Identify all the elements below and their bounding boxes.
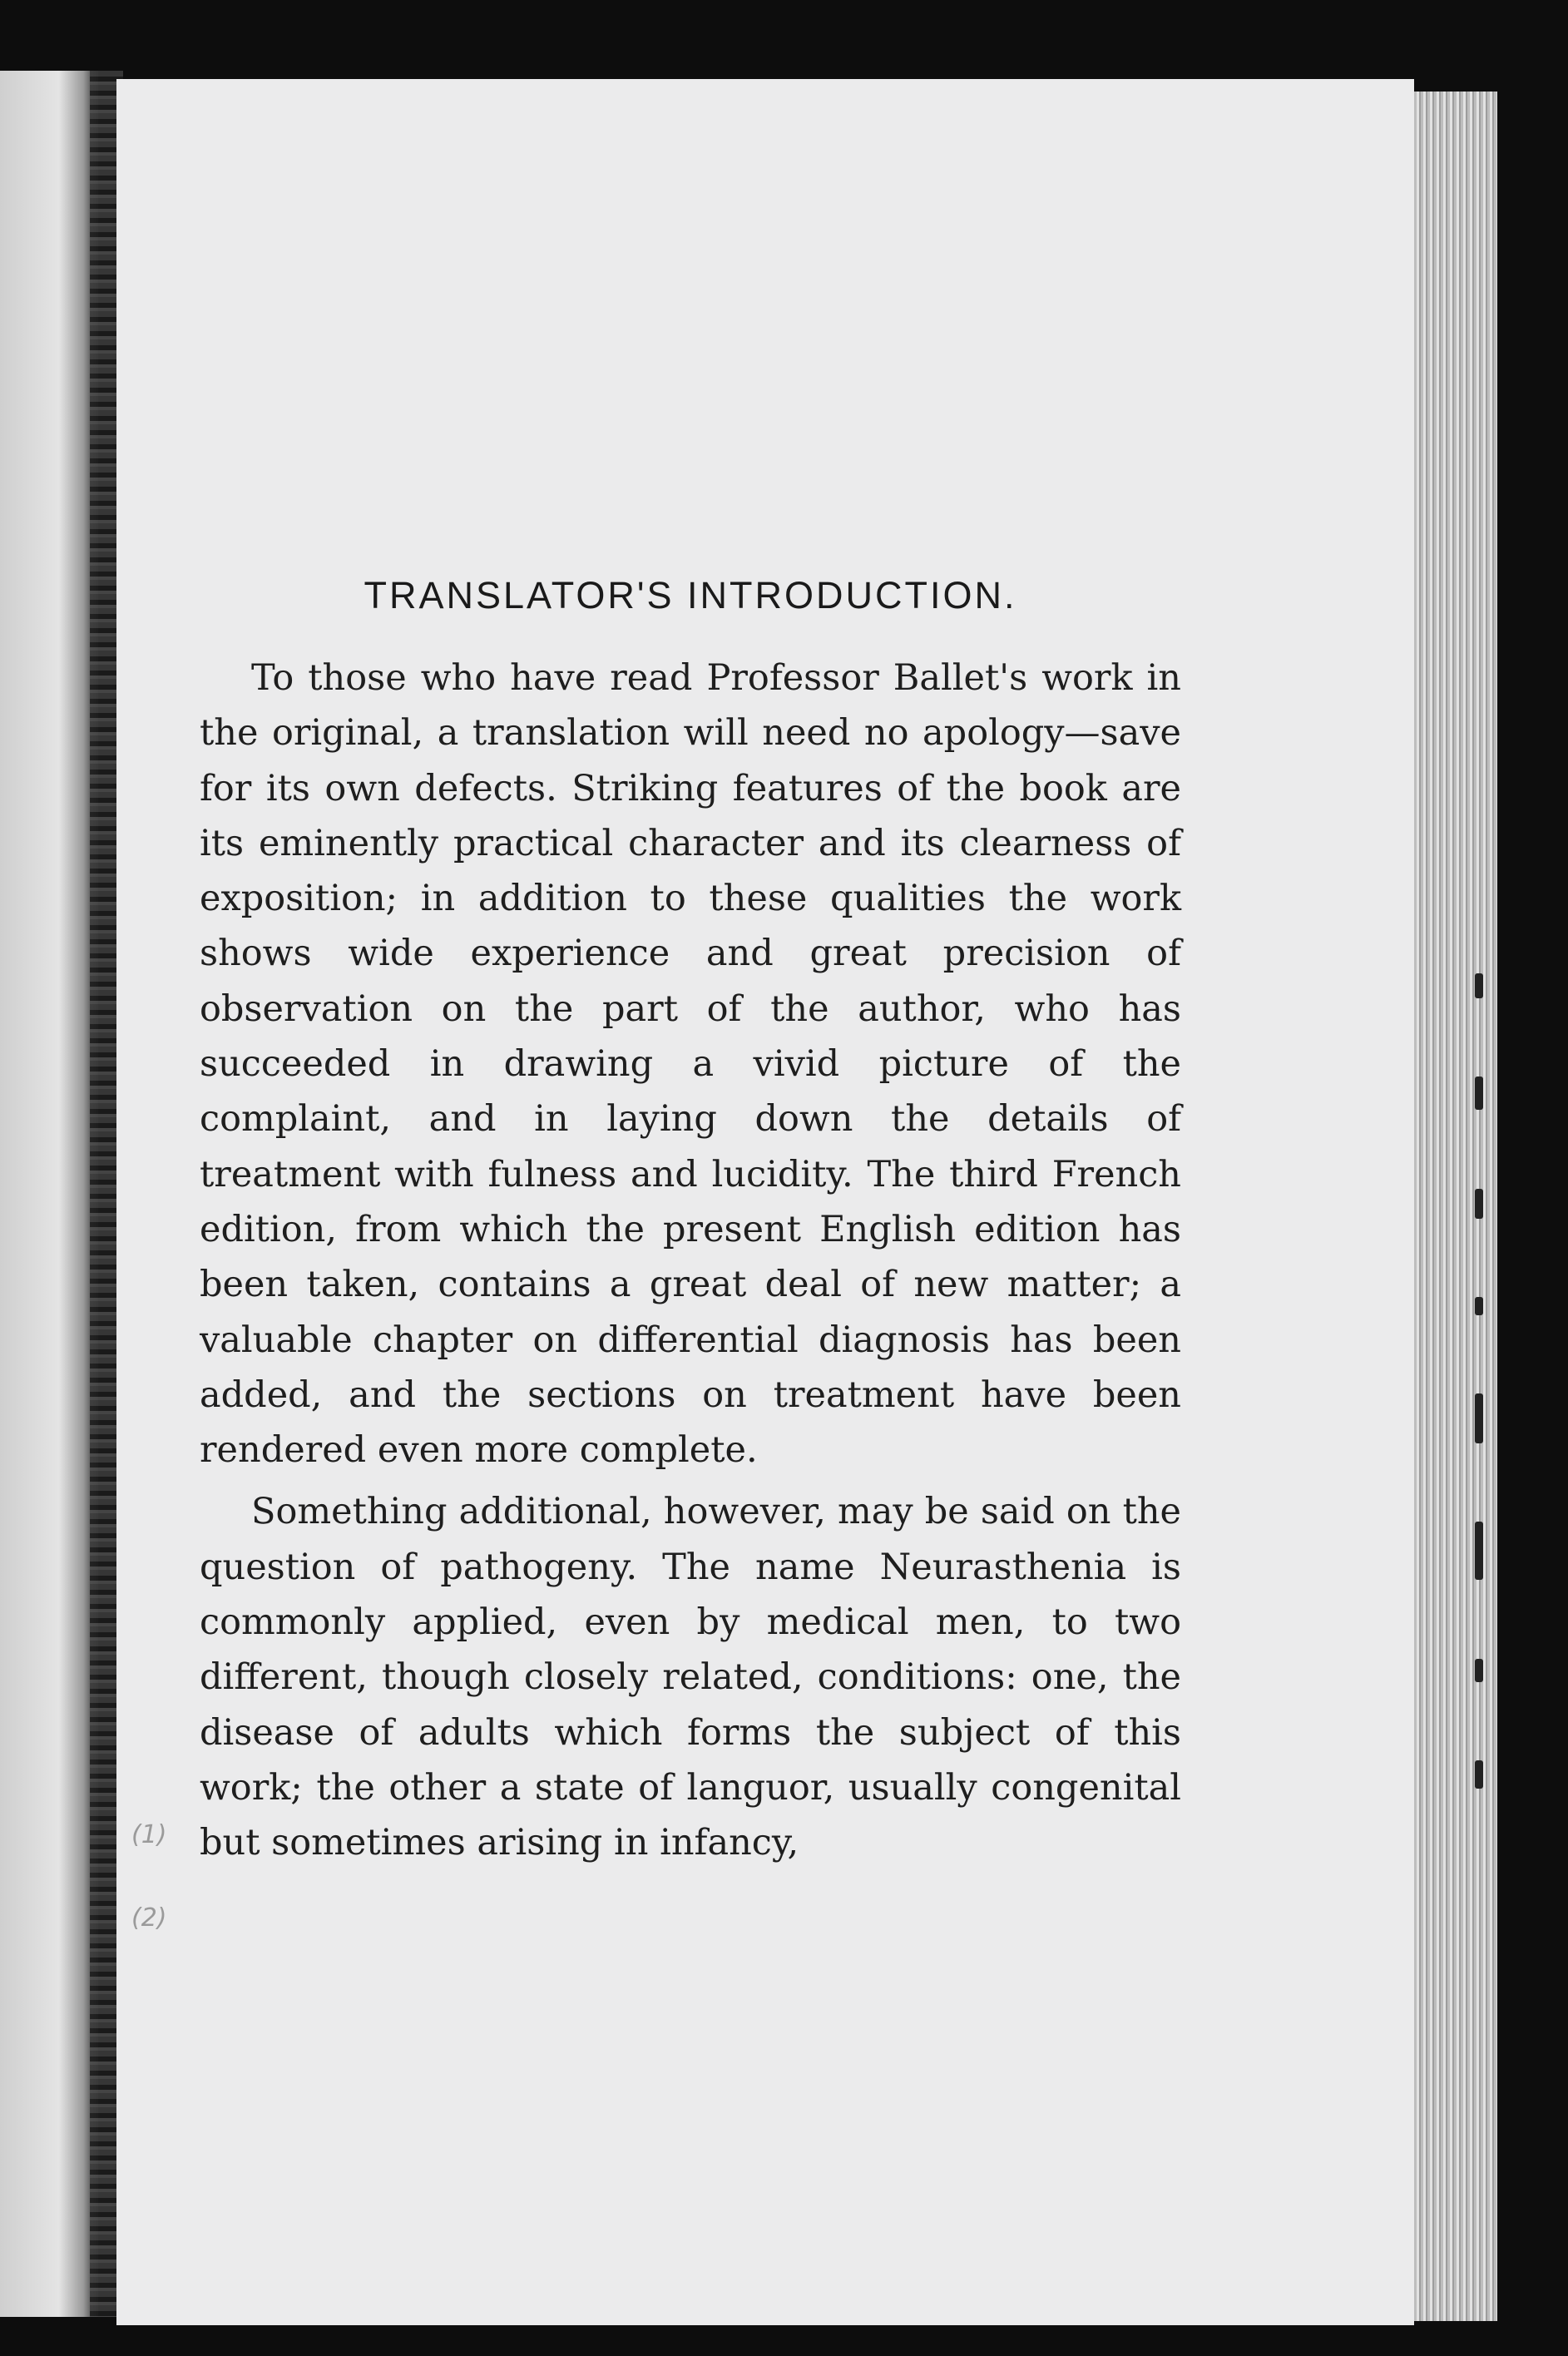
text-block bbox=[200, 574, 1181, 1878]
section-title: TRANSLATOR'S INTRODUCTION. bbox=[364, 574, 1017, 616]
margin-note-2: (2) bbox=[131, 1903, 167, 1933]
paragraph-1: To those who have read Professor Ballet's work in the original, a translation will need no apology—save for its own defects. Striking features of the book are its eminently practical character and its clearness of exposition; in addition to these qualities the work shows wide experience and great precision of observation on the part of the author, who has succeeded in drawing a vivid picture of the complaint, and in laying down the details of treatment with fulness and lucidity. The third French edition, from which the present English edition has been taken, contains a great deal of new matter; a valuable chapter on differential diagnosis has been added, and the sections on treatment have been rendered even more complete. bbox=[200, 657, 1181, 1472]
margin-note-1: (1) bbox=[131, 1820, 167, 1849]
paragraph-2: Something additional, however, may be said on the question of pathogeny. The name Neurasthenia is commonly applied, even by medical men, to two different, though closely related, conditions: one, the disease of adults which forms the subject of this work; the other a state of languor, usually congenital but sometimes arising in infancy, bbox=[200, 1491, 1181, 1864]
edge-marks bbox=[1462, 973, 1496, 1789]
previous-page-edge bbox=[0, 71, 98, 2317]
